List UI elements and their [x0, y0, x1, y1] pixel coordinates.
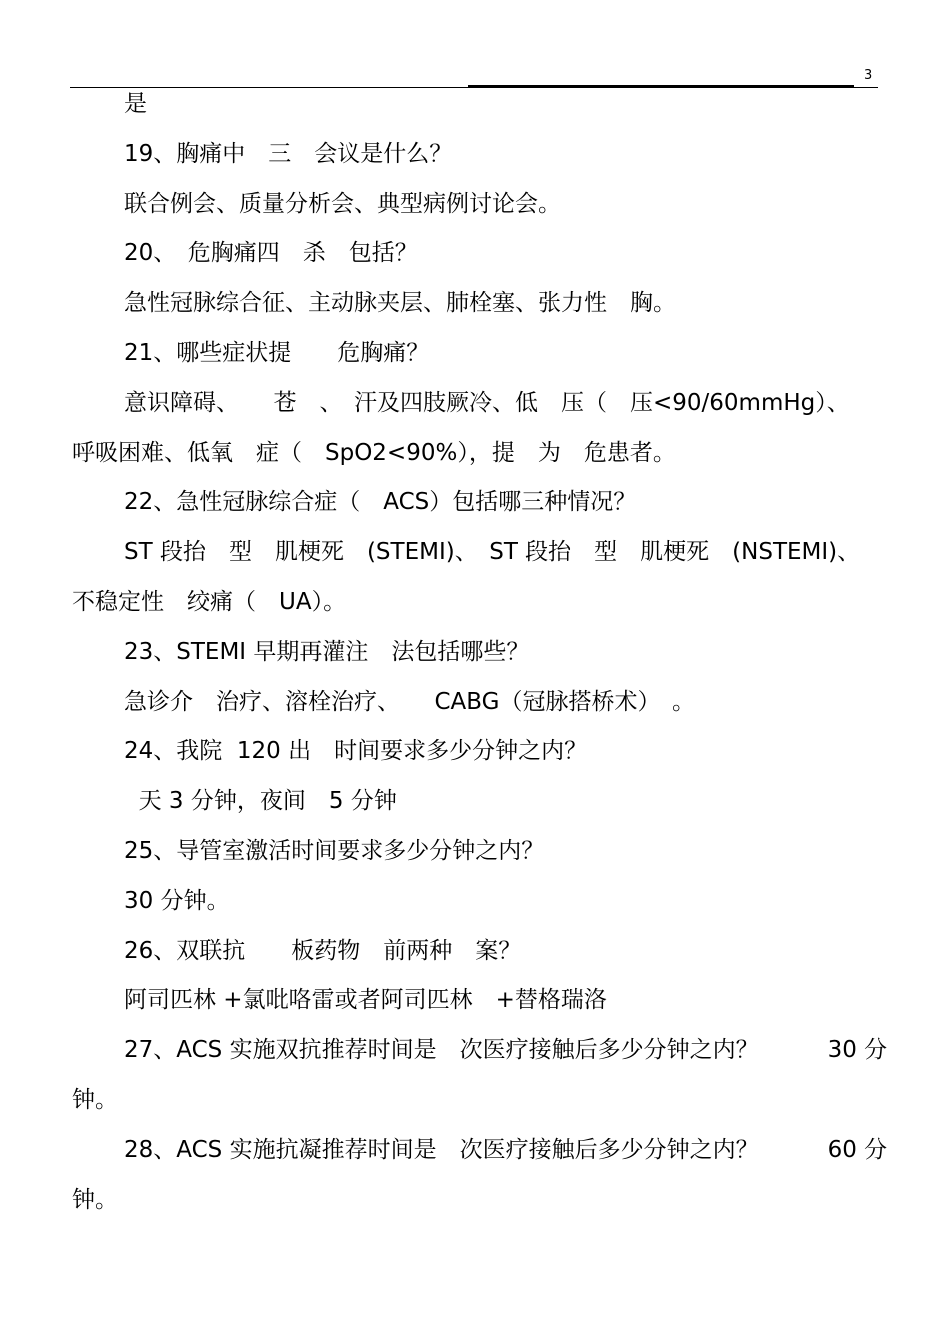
answer-24: 天 3 分钟，夜间 5 分钟 — [124, 788, 397, 815]
page-number: 3 — [864, 68, 873, 83]
question-22: 22、急性冠脉综合症（ ACS）包括哪三种情况？ — [124, 489, 637, 516]
question-26: 26、双联抗 板药物 前两种 案？ — [124, 937, 522, 964]
question-23: 23、STEMI 早期再灌注 法包括哪些？ — [124, 638, 530, 665]
text-line: 是 — [124, 91, 147, 117]
answer-26: 阿司匹林 +氯吡咯雷或者阿司匹林 +替格瑞洛 — [124, 987, 607, 1014]
question-28: 28、ACS 实施抗凝推荐时间是 次医疗接触后多少分钟之内？ 60 分 — [124, 1136, 888, 1163]
question-28-cont: 钟。 — [72, 1186, 118, 1213]
answer-22: ST 段抬 型 肌梗死 (STEMI)、 ST 段抬 型 肌梗死 (NSTEMI)、 — [124, 539, 861, 566]
answer-25: 30 分钟。 — [124, 887, 230, 914]
answer-19: 联合例会、质量分析会、典型病例讨论会。 — [124, 190, 561, 217]
question-27: 27、ACS 实施双抗推荐时间是 次医疗接触后多少分钟之内？ 30 分 — [124, 1037, 888, 1064]
question-24: 24、我院 120 出 时间要求多少分钟之内？ — [124, 738, 588, 765]
question-27-cont: 钟。 — [72, 1086, 118, 1113]
question-20: 20、 危胸痛四 杀 包括？ — [124, 240, 418, 267]
answer-20: 急性冠脉综合征、主动脉夹层、肺栓塞、张力性 胸。 — [124, 290, 676, 317]
question-21: 21、哪些症状提 危胸痛？ — [124, 339, 430, 366]
question-25: 25、导管室激活时间要求多少分钟之内？ — [124, 837, 545, 864]
answer-23: 急诊介 治疗、溶栓治疗、 CABG（冠脉搭桥术） 。 — [124, 688, 695, 715]
answer-21-cont: 呼吸困难、低氧 症（ SpO2<90%），提 为 危患者。 — [72, 439, 676, 466]
answer-22-cont: 不稳定性 绞痛（ UA）。 — [72, 588, 347, 615]
answer-21: 意识障碍、 苍 、 汗及四肢厥冷、低 压（ 压<90/60mmHg）、 — [124, 389, 850, 416]
document-body — [72, 80, 888, 1225]
question-19: 19、胸痛中 三 会议是什么？ — [124, 140, 453, 167]
